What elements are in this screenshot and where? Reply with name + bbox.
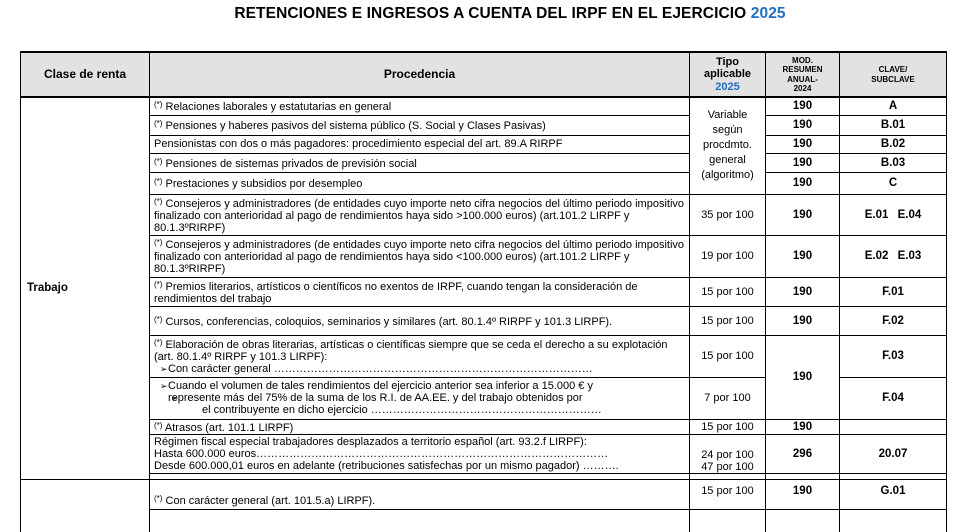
table-row	[21, 306, 947, 335]
mod-cell: 190	[766, 479, 840, 509]
tipo-cell: 15 por 100	[690, 277, 766, 306]
mod-cell: 190	[766, 135, 840, 153]
header-tipo	[690, 52, 766, 97]
tipo-cell: 35 por 100	[690, 194, 766, 235]
procedencia-cell	[150, 115, 690, 135]
table-row	[21, 277, 947, 306]
empty-cell	[150, 509, 690, 532]
procedencia-cell	[150, 377, 690, 419]
table-row	[21, 434, 947, 473]
procedencia-cell	[150, 306, 690, 335]
procedencia-text: Consejeros y administradores (de entidades cuyo importe neto cifra negocios del último periodo impositivo finalizado con anterioridad al pago de rendimientos haya sido <100.000 euros) (art.101.2 LIRPF y 80.1.3ºRIRPF)	[154, 239, 685, 275]
procedencia-cell	[150, 277, 690, 306]
table-row-empty	[21, 509, 947, 532]
header-mod-line4: 2024	[793, 83, 812, 93]
procedencia-text: Premios literarios, artísticos o científicos no exentos de IRPF, cuando tengan la consideración de rendimientos del trabajo	[154, 280, 638, 305]
clave-cell: B.01	[840, 115, 947, 135]
obras-bullet-inferior: ➢ Cuando el volumen de tales rendimientos del ejercicio anterior sea inferior a 15.000 € y	[154, 380, 685, 392]
clave-cell: E.01 E.04	[840, 194, 947, 235]
mod-cell: 190	[766, 335, 840, 419]
mod-cell: 190	[766, 235, 840, 277]
table-row	[21, 135, 947, 153]
obras-bullet-inferior-line3: el contribuyente en dicho ejercicio ………………………………………………………	[202, 404, 602, 416]
tipo-variable	[690, 97, 766, 194]
table-row	[21, 479, 947, 509]
desplazados-line1: Régimen fiscal especial trabajadores desplazados a territorio español (art. 93.2.f LIRPF):	[154, 435, 587, 448]
empty-cell	[690, 509, 766, 532]
tipo-cell: 15 por 100	[690, 335, 766, 377]
procedencia-cell	[150, 479, 690, 509]
asterisk: (*)	[154, 420, 163, 430]
tipo-cell	[690, 434, 766, 473]
procedencia-text: Consejeros y administradores (de entidades cuyo importe neto cifra negocios del último periodo impositivo finalizado con anterioridad al pago de rendimientos haya sido >100.000 euros) (art.101.2 LIRPF y 80.1.3ºRIRPF)	[154, 197, 685, 234]
mod-cell: 190	[766, 419, 840, 434]
mod-cell: 190	[766, 277, 840, 306]
mod-cell: 190	[766, 115, 840, 135]
clave-cell: E.02 E.03	[840, 235, 947, 277]
header-mod-line3: ANUAL-	[787, 74, 818, 84]
header-clave-line2: SUBCLAVE	[871, 74, 915, 84]
retenciones-table	[20, 51, 947, 532]
asterisk: (*)	[154, 196, 163, 206]
clase-trabajo: Trabajo	[21, 97, 150, 479]
procedencia-cell	[150, 335, 690, 377]
procedencia-cell	[150, 434, 690, 473]
header-mod-line2: RESUMEN	[782, 65, 823, 75]
clave-cell: A	[840, 97, 947, 115]
procedencia-cell: Pensionistas con dos o más pagadores: procedimiento especial del art. 89.A RIRPF	[150, 135, 690, 153]
clave-cell: 20.07	[840, 434, 947, 473]
asterisk: (*)	[154, 238, 163, 247]
title-year: 2025	[750, 5, 786, 22]
procedencia-text: Pensiones y haberes pasivos del sistema público (S. Social y Clases Pasivas)	[165, 120, 546, 132]
mod-cell: 190	[766, 97, 840, 115]
procedencia-text: Con carácter general (art. 101.5.a) LIRPF).	[165, 494, 376, 507]
clave-cell: F.02	[840, 306, 947, 335]
mod-cell: 190	[766, 306, 840, 335]
tipo-cell: 15 por 100	[690, 306, 766, 335]
asterisk: (*)	[154, 119, 163, 128]
procedencia-cell	[150, 97, 690, 115]
mod-cell: 190	[766, 194, 840, 235]
mod-cell: 190	[766, 172, 840, 194]
clase-empty	[21, 479, 150, 532]
procedencia-text: Atrasos (art. 101.1 LIRPF)	[164, 421, 294, 434]
header-clave-line1: CLAVE/	[878, 65, 908, 75]
header-row	[21, 52, 947, 97]
header-mod-line1: MOD.	[792, 56, 813, 66]
clave-cell	[840, 419, 947, 434]
procedencia-cell	[150, 419, 690, 434]
tipo-cell: 19 por 100	[690, 235, 766, 277]
table-row	[21, 115, 947, 135]
clave-cell: B.02	[840, 135, 947, 153]
obras-bullet-inferior-line2	[154, 392, 685, 404]
procedencia-text: Prestaciones y subsidios por desempleo	[165, 178, 363, 190]
tipo-cell: 15 por 100	[690, 479, 766, 509]
obras-bullet-inferior-text2: represente más del 75% de la suma de los R.I. de AA.EE. y del trabajo obtenidos por	[168, 392, 583, 404]
header-clase: Clase de renta	[21, 52, 150, 97]
table-row	[21, 419, 947, 434]
mod-cell: 190	[766, 153, 840, 172]
asterisk: (*)	[154, 279, 163, 289]
tipo-cell: 15 por 100	[690, 419, 766, 434]
table-row	[21, 194, 947, 235]
procedencia-cell	[150, 235, 690, 277]
header-mod	[766, 52, 840, 97]
clave-cell: C	[840, 172, 947, 194]
clave-cell: F.04	[840, 377, 947, 419]
tipo-cell: 7 por 100	[690, 377, 766, 419]
empty-cell	[766, 509, 840, 532]
table-row	[21, 235, 947, 277]
header-procedencia: Procedencia	[150, 52, 690, 97]
asterisk: (*)	[154, 100, 163, 110]
tipo-desplazados-2: 47 por 100	[701, 460, 754, 473]
procedencia-cell	[150, 153, 690, 172]
empty-cell	[840, 509, 947, 532]
obras-bullet-general: ➢ Con carácter general ……………………………………………………………………………	[154, 363, 685, 375]
procedencia-cell	[150, 172, 690, 194]
header-clave	[840, 52, 947, 97]
asterisk: (*)	[154, 493, 163, 503]
clave-cell: B.03	[840, 153, 947, 172]
tipo-desplazados-1: 24 por 100	[701, 448, 754, 461]
clave-cell: G.01	[840, 479, 947, 509]
procedencia-text: Relaciones laborales y estatutarias en general	[165, 101, 392, 114]
asterisk: (*)	[154, 156, 163, 166]
tipo-variable-text: Variable según procdmto. general (algoritmo)	[701, 109, 754, 182]
clave-cell: F.03	[840, 335, 947, 377]
header-tipo-line2: aplicable	[703, 68, 752, 81]
clave-cell: F.01	[840, 277, 947, 306]
procedencia-text: Cursos, conferencias, coloquios, seminarios y similares (art. 80.1.4º RIRPF y 101.3 LIRPF).	[165, 315, 613, 328]
title-text: RETENCIONES E INGRESOS A CUENTA DEL IRPF EN EL EJERCICIO	[234, 5, 747, 22]
table-row	[21, 97, 947, 115]
procedencia-cell	[150, 194, 690, 235]
table-row	[21, 172, 947, 194]
procedencia-text: Pensiones de sistemas privados de previsión social	[165, 157, 417, 170]
header-tipo-line1: Tipo	[715, 55, 739, 68]
asterisk: (*)	[154, 314, 163, 324]
desplazados-line2: Hasta 600.000 euros……………………………………………………………………………………	[154, 447, 609, 460]
desplazados-line3: Desde 600.000,01 euros en adelante (retribuciones satisfechas por un mismo pagador) ……….	[154, 459, 619, 472]
header-tipo-year: 2025	[715, 80, 740, 93]
obras-intro: Elaboración de obras literarias, artísticas o científicas siempre que se ceda el derecho a su explotación (art. 80.1.4º RIRPF y 101.3 LIRPF):	[154, 339, 668, 363]
mod-cell: 296	[766, 434, 840, 473]
page-title	[0, 5, 957, 23]
table-row	[21, 153, 947, 172]
table-row	[21, 335, 947, 377]
asterisk: (*)	[154, 338, 163, 347]
asterisk: (*)	[154, 177, 163, 186]
